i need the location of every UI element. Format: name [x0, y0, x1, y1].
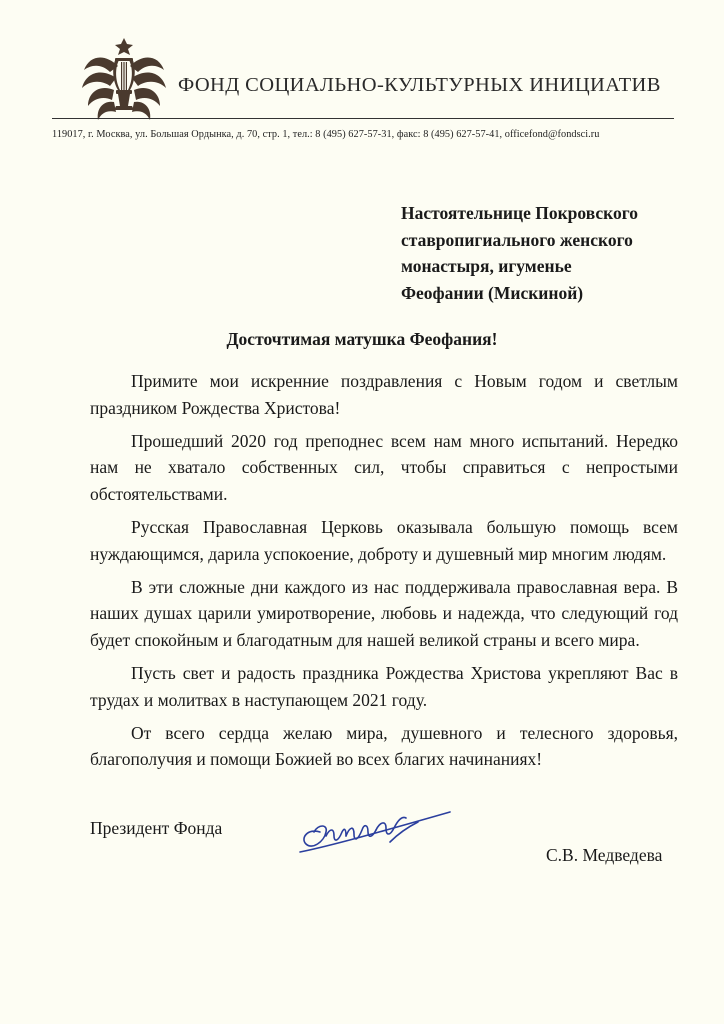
body-paragraph: Русская Православная Церковь оказывала большую помощь всем нуждающимся, дарила успокоение, доброту и душевный мир многим людям. [90, 516, 678, 564]
addressee-line: Настоятельнице Покровского [401, 203, 638, 223]
header-divider [52, 118, 674, 119]
body-paragraph: Прошедший 2020 год преподнес всем нам много испытаний. Нередко нам не хватало собственных сил, чтобы справиться с непростыми обстоятельствами. [90, 430, 678, 505]
addressee-block [401, 200, 701, 306]
body-paragraph: В эти сложные дни каждого из нас поддерживала православная вера. В наших душах царили умиротворение, любовь и надежда, что следующий год будет спокойным и благодатным для нашей великой страны и всего мира. [90, 576, 678, 651]
addressee-line: ставропигиального женского [401, 229, 633, 250]
addressee-line: монастыря, игуменье [401, 256, 572, 276]
lyre-wings-logo [78, 36, 170, 128]
body-paragraph: Пусть свет и радость праздника Рождества Христова укрепляют Вас в трудах и молитвах в наступающем 2021 году. [90, 662, 678, 710]
addressee-line: Феофании (Мискиной) [401, 282, 584, 303]
signer-role: Президент Фонда [90, 818, 223, 838]
handwritten-signature [290, 802, 460, 864]
org-name: ФОНД СОЦИАЛЬНО-КУЛЬТУРНЫХ ИНИЦИАТИВ [178, 74, 661, 96]
org-contacts: 119017, г. Москва, ул. Большая Ордынка, д. 70, стр. 1, тел.: 8 (495) 627-57-31, факс: 8 (495) 627-57-41, officefond@fondsci.ru [52, 129, 600, 140]
body-paragraph: Примите мои искренние поздравления с Новым годом и светлым праздником Рождества Христова! [90, 371, 678, 418]
body-paragraph: От всего сердца желаю мира, душевного и телесного здоровья, благополучия и помощи Божией во всех благих начинаниях! [90, 722, 678, 770]
letter-body [90, 368, 678, 779]
signer-name: С.В. Медведева [546, 845, 663, 865]
salutation: Досточтимая матушка Феофания! [226, 329, 498, 349]
